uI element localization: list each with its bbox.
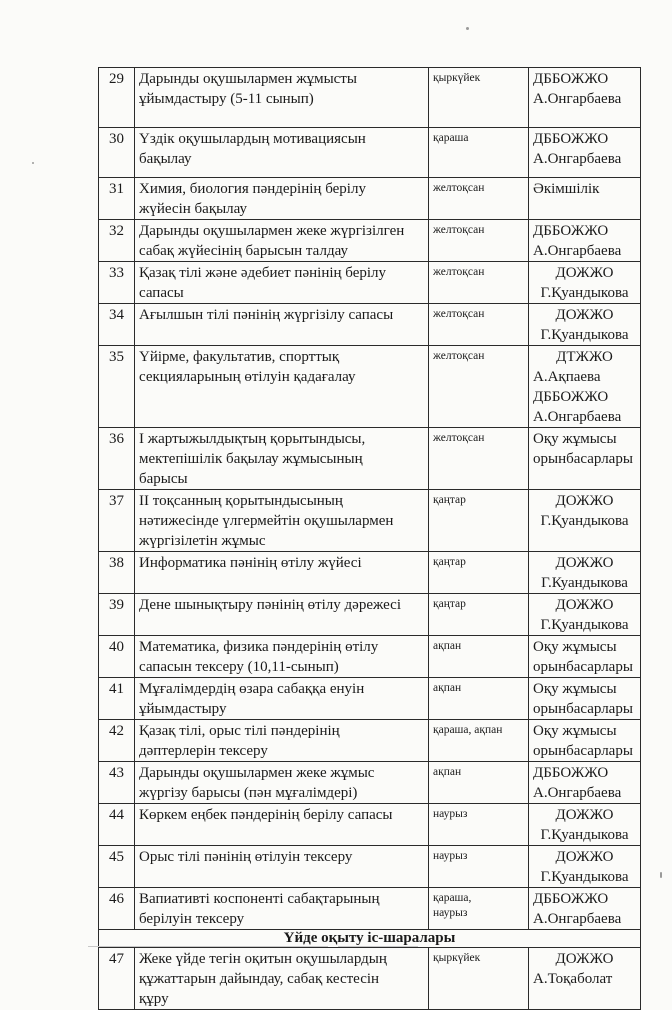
cell-line: Қазақ тілі, орыс тілі пәндерінің xyxy=(139,723,340,739)
responsible-line: Оқу жұмысы xyxy=(533,431,617,447)
scan-speck xyxy=(466,27,469,30)
cell-line: сапасы xyxy=(139,285,184,301)
cell-line: Ағылшын тілі пәнінің жүргізілу сапасы xyxy=(139,307,394,323)
task-cell xyxy=(135,594,429,636)
table-row xyxy=(99,552,641,594)
table-row xyxy=(99,128,641,178)
responsible-cell xyxy=(529,178,641,220)
date-cell xyxy=(429,490,529,552)
row-number: 33 xyxy=(99,262,135,304)
task-cell xyxy=(135,178,429,220)
scan-speck xyxy=(32,162,34,164)
task-cell xyxy=(135,490,429,552)
row-number: 31 xyxy=(99,178,135,220)
responsible-cell xyxy=(529,220,641,262)
responsible-line: Оқу жұмысы xyxy=(533,723,617,739)
cell-line: қараша, ақпан xyxy=(433,724,503,736)
task-cell xyxy=(135,262,429,304)
responsible-line: орынбасарлары xyxy=(533,743,633,759)
cell-line: дәптерлерін тексеру xyxy=(139,743,268,759)
row-number: 37 xyxy=(99,490,135,552)
cell-line: желтоқсан xyxy=(433,350,485,362)
row-number: 34 xyxy=(99,304,135,346)
section-header-row xyxy=(99,930,641,948)
date-cell xyxy=(429,552,529,594)
responsible-line: Әкімшілік xyxy=(533,181,600,197)
date-cell xyxy=(429,304,529,346)
section-title: Үйде оқыту іс-шаралары xyxy=(99,930,641,948)
responsible-line: Г.Қуандыкова xyxy=(540,827,629,843)
cell-line: қаңтар xyxy=(433,556,466,568)
row-number: 36 xyxy=(99,428,135,490)
cell-line: Мұғалімдердің өзара сабаққа енуін xyxy=(139,681,365,697)
task-cell xyxy=(135,346,429,428)
responsible-line: Г.Куандыкова xyxy=(541,575,628,591)
cell-line: жүргізілетін жұмыс xyxy=(139,533,266,549)
table-row xyxy=(99,304,641,346)
cell-line: қараша xyxy=(433,132,469,144)
cell-line: ақпан xyxy=(433,766,462,778)
responsible-cell xyxy=(529,68,641,128)
cell-line: құжаттарын дайындау, сабақ кестесін xyxy=(139,971,380,987)
row-number: 29 xyxy=(99,68,135,128)
responsible-line: Г.Қуандыкова xyxy=(540,869,629,885)
cell-line: секцияларының өтілуін қадағалау xyxy=(139,369,356,385)
date-cell xyxy=(429,128,529,178)
responsible-cell xyxy=(529,846,641,888)
cell-line: І жартыжылдықтың қорытындысы, xyxy=(139,431,366,447)
task-cell xyxy=(135,428,429,490)
responsible-cell xyxy=(529,888,641,930)
row-number: 35 xyxy=(99,346,135,428)
date-cell xyxy=(429,804,529,846)
task-cell xyxy=(135,636,429,678)
task-cell xyxy=(135,68,429,128)
table-row xyxy=(99,220,641,262)
plan-table xyxy=(98,67,641,1010)
responsible-line: орынбасарлары xyxy=(533,659,633,675)
cell-line: наурыз xyxy=(433,907,468,919)
task-cell xyxy=(135,888,429,930)
responsible-cell xyxy=(529,594,641,636)
cell-line: Химия, биология пәндерінің берілу xyxy=(139,181,366,197)
cell-line: қараша, xyxy=(433,892,472,904)
date-cell xyxy=(429,948,529,1010)
task-cell xyxy=(135,304,429,346)
cell-line: жүргізу барысы (пән мұғалімдері) xyxy=(139,785,358,801)
responsible-cell xyxy=(529,678,641,720)
cell-line: Вапиативті коспоненті сабақтарының xyxy=(139,891,380,907)
table-row xyxy=(99,762,641,804)
date-cell xyxy=(429,888,529,930)
date-cell xyxy=(429,762,529,804)
table-row xyxy=(99,490,641,552)
task-cell xyxy=(135,762,429,804)
cell-line: қаңтар xyxy=(433,598,466,610)
row-number: 42 xyxy=(99,720,135,762)
scan-speck xyxy=(660,872,662,878)
responsible-line: ДОЖЖО xyxy=(555,849,614,865)
cell-line: ұйымдастыру (5-11 сынып) xyxy=(139,91,314,107)
date-cell xyxy=(429,262,529,304)
cell-line: Дарынды оқушылармен жеке жүргізілген xyxy=(139,223,405,239)
responsible-line: А.Онгарбаева xyxy=(533,91,622,107)
responsible-line: ДББОЖЖО xyxy=(533,765,609,781)
table-row xyxy=(99,262,641,304)
task-cell xyxy=(135,220,429,262)
cell-line: Информатика пәнінің өтілу жүйесі xyxy=(139,555,362,571)
responsible-cell xyxy=(529,720,641,762)
cell-line: желтоқсан xyxy=(433,182,485,194)
cell-line: қаңтар xyxy=(433,494,466,506)
responsible-line: ДОЖЖО xyxy=(555,597,614,613)
row-number: 47 xyxy=(99,948,135,1010)
cell-line: наурыз xyxy=(433,808,468,820)
cell-line: берілуін тексеру xyxy=(139,911,245,927)
task-cell xyxy=(135,804,429,846)
responsible-line: ДОЖЖО xyxy=(555,307,614,323)
responsible-line: ДОЖЖО xyxy=(555,265,614,281)
cell-line: Дарынды оқушылармен жұмысты xyxy=(139,71,357,87)
table-row xyxy=(99,720,641,762)
responsible-line: А.Онгарбаева xyxy=(533,243,622,259)
responsible-cell xyxy=(529,428,641,490)
responsible-line: ДТЖЖО xyxy=(556,349,613,365)
task-cell xyxy=(135,720,429,762)
row-number: 41 xyxy=(99,678,135,720)
responsible-line: ДББОЖЖО xyxy=(533,891,609,907)
responsible-line: ДОЖЖО xyxy=(555,951,614,967)
cell-line: Дарынды оқушылармен жеке жұмыс xyxy=(139,765,375,781)
cell-line: Орыс тілі пәнінің өтілуін тексеру xyxy=(139,849,353,865)
row-number: 32 xyxy=(99,220,135,262)
responsible-line: орынбасарлары xyxy=(533,701,633,717)
date-cell xyxy=(429,220,529,262)
responsible-line: Оқу жұмысы xyxy=(533,639,617,655)
task-cell xyxy=(135,678,429,720)
responsible-line: А.Онгарбаева xyxy=(533,151,622,167)
cell-line: Математика, физика пәндерінің өтілу xyxy=(139,639,379,655)
table-row xyxy=(99,346,641,428)
cell-line: мектепішілік бақылау жұмысының xyxy=(139,451,363,467)
responsible-cell xyxy=(529,804,641,846)
cell-line: қыркүйек xyxy=(433,72,481,84)
date-cell xyxy=(429,594,529,636)
cell-line: Қазақ тілі және әдебиет пәнінің берілу xyxy=(139,265,387,281)
responsible-cell xyxy=(529,762,641,804)
responsible-cell xyxy=(529,636,641,678)
responsible-line: ДОЖЖО xyxy=(555,555,614,571)
responsible-cell xyxy=(529,948,641,1010)
plan-table-body xyxy=(99,68,641,1010)
responsible-line: ДББОЖЖО xyxy=(533,131,609,147)
task-cell xyxy=(135,552,429,594)
scan-edge-line xyxy=(88,946,328,947)
date-cell xyxy=(429,636,529,678)
responsible-line: Оқу жұмысы xyxy=(533,681,617,697)
row-number: 45 xyxy=(99,846,135,888)
cell-line: Үздік оқушылардың мотивациясын xyxy=(139,131,366,147)
table-row xyxy=(99,888,641,930)
date-cell xyxy=(429,178,529,220)
responsible-line: ДББОЖЖО xyxy=(533,71,609,87)
responsible-cell xyxy=(529,552,641,594)
responsible-cell xyxy=(529,346,641,428)
task-cell xyxy=(135,128,429,178)
date-cell xyxy=(429,428,529,490)
responsible-line: Г.Қуандыкова xyxy=(540,617,629,633)
table-row xyxy=(99,804,641,846)
date-cell xyxy=(429,68,529,128)
row-number: 44 xyxy=(99,804,135,846)
cell-line: сабақ жүйесінің барысын талдау xyxy=(139,243,348,259)
table-row xyxy=(99,428,641,490)
responsible-line: Г.Қуандыкова xyxy=(540,513,629,529)
responsible-line: Г.Қуандыкова xyxy=(540,327,629,343)
cell-line: барысы xyxy=(139,471,188,487)
row-number: 39 xyxy=(99,594,135,636)
cell-line: сапасын тексеру (10,11-сынып) xyxy=(139,659,339,675)
task-cell xyxy=(135,948,429,1010)
responsible-line: ДОЖЖО xyxy=(555,493,614,509)
date-cell xyxy=(429,346,529,428)
table-row xyxy=(99,846,641,888)
cell-line: Көркем еңбек пәндерінің берілу сапасы xyxy=(139,807,393,823)
table-row xyxy=(99,178,641,220)
cell-line: Жеке үйде тегін оқитын оқушылардың xyxy=(139,951,387,967)
responsible-cell xyxy=(529,128,641,178)
cell-line: бақылау xyxy=(139,151,192,167)
cell-line: нәтижесінде үлгермейтін оқушылармен xyxy=(139,513,394,529)
row-number: 46 xyxy=(99,888,135,930)
responsible-cell xyxy=(529,304,641,346)
date-cell xyxy=(429,846,529,888)
responsible-cell xyxy=(529,490,641,552)
table-row xyxy=(99,636,641,678)
cell-line: жүйесін бақылау xyxy=(139,201,248,217)
cell-line: ақпан xyxy=(433,640,462,652)
cell-line: ұйымдастыру xyxy=(139,701,227,717)
responsible-line: ДОЖЖО xyxy=(555,807,614,823)
responsible-cell xyxy=(529,262,641,304)
responsible-line: А.Онгарбаева xyxy=(533,911,622,927)
cell-line: ақпан xyxy=(433,682,462,694)
row-number: 40 xyxy=(99,636,135,678)
responsible-line: ДББОЖЖО xyxy=(533,223,609,239)
responsible-line: А.Онгарбаева xyxy=(533,785,622,801)
table-row xyxy=(99,594,641,636)
responsible-line: Г.Қуандыкова xyxy=(540,285,629,301)
cell-line: Үйірме, факультатив, спорттық xyxy=(139,349,340,365)
table-row xyxy=(99,948,641,1010)
date-cell xyxy=(429,720,529,762)
row-number: 30 xyxy=(99,128,135,178)
task-cell xyxy=(135,846,429,888)
cell-line: желтоқсан xyxy=(433,308,485,320)
responsible-line: орынбасарлары xyxy=(533,451,633,467)
responsible-line: А.Онгарбаева xyxy=(533,409,622,425)
cell-line: қыркүйек xyxy=(433,952,481,964)
responsible-line: А.Тоқаболат xyxy=(533,971,613,987)
row-number: 43 xyxy=(99,762,135,804)
responsible-line: А.Ақпаева xyxy=(533,369,601,385)
cell-line: ІІ тоқсанның қорытындысының xyxy=(139,493,343,509)
row-number: 38 xyxy=(99,552,135,594)
responsible-line: ДББОЖЖО xyxy=(533,389,609,405)
scan-edge-line xyxy=(338,946,418,947)
cell-line: желтоқсан xyxy=(433,266,485,278)
table-row xyxy=(99,68,641,128)
cell-line: наурыз xyxy=(433,850,468,862)
cell-line: құру xyxy=(139,991,169,1007)
table-row xyxy=(99,678,641,720)
cell-line: Дене шынықтыру пәнінің өтілу дәрежесі xyxy=(139,597,401,613)
cell-line: желтоқсан xyxy=(433,224,485,236)
date-cell xyxy=(429,678,529,720)
cell-line: желтоқсан xyxy=(433,432,485,444)
